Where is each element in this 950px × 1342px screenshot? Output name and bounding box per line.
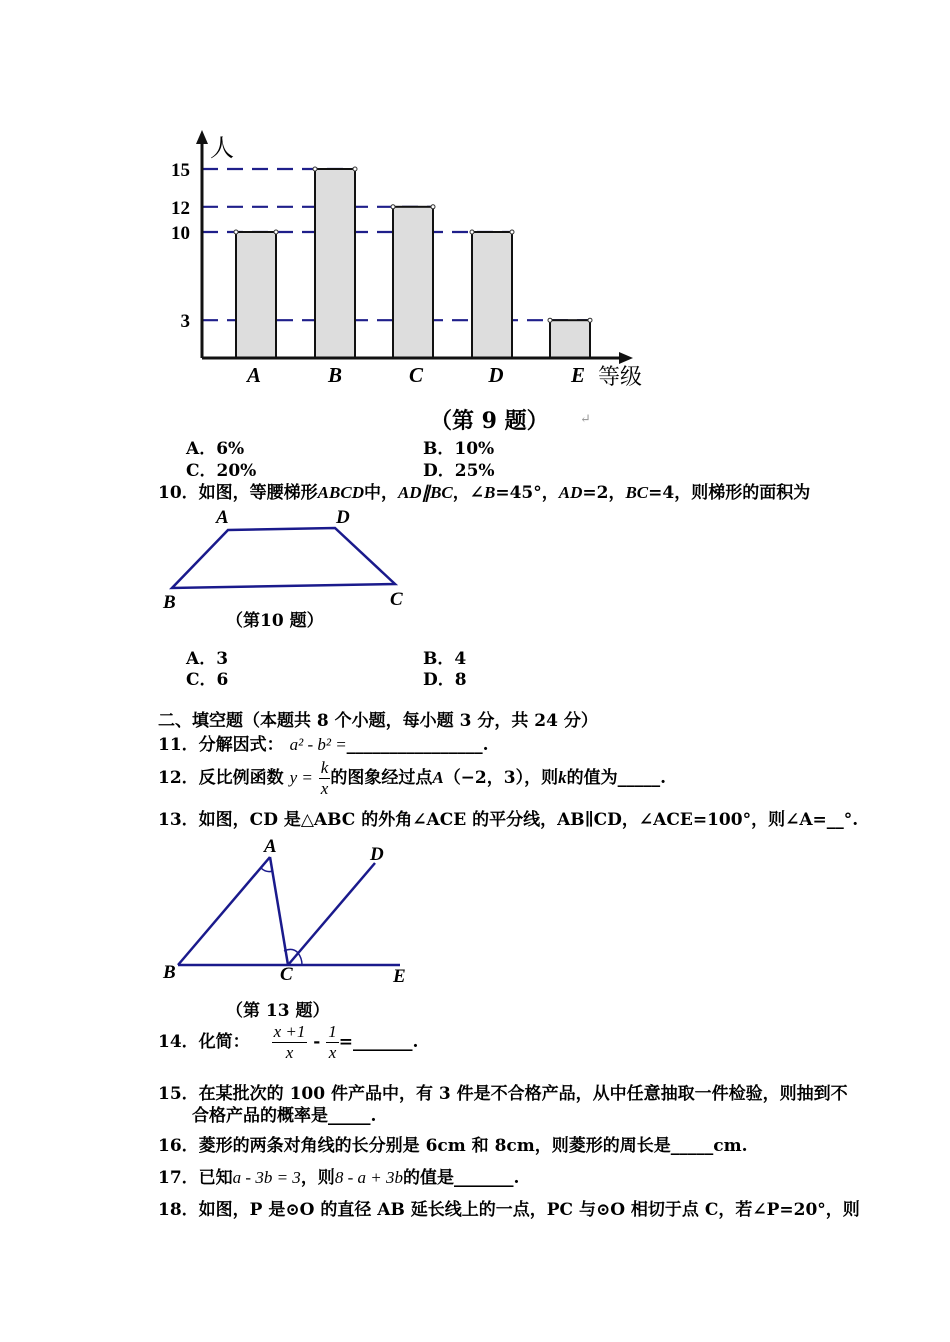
y-axis-title: 人	[210, 136, 234, 162]
bar-corner	[470, 230, 474, 234]
q13-label-c: C	[280, 964, 293, 985]
q9-option-a: A．6%	[186, 439, 245, 459]
q9-option-c: C．20%	[186, 461, 257, 481]
x-tick-label: E	[570, 363, 586, 387]
x-tick-label: D	[488, 363, 504, 387]
bar-corner	[431, 205, 435, 209]
bar-corner	[391, 205, 395, 209]
q10-label-b: B	[163, 592, 176, 613]
bar-corner	[234, 230, 238, 234]
chart-caption: （第 9 题）	[430, 408, 549, 434]
bar-E	[550, 320, 590, 358]
bar-corner	[353, 167, 357, 171]
q13-label-a: A	[264, 836, 277, 857]
trapezoid-figure	[150, 505, 430, 615]
q13-label-b: B	[163, 962, 176, 983]
bar-corner	[313, 167, 317, 171]
q10-label-d: D	[336, 507, 350, 528]
x-tick-label: B	[327, 363, 343, 387]
bar-corner	[548, 318, 552, 322]
q10-option-b: B．4	[423, 649, 467, 669]
q13-label-d: D	[370, 844, 384, 865]
bar-D	[472, 232, 512, 358]
q10-option-d: D．8	[423, 670, 467, 690]
q14: 14．化简： $\frac{x +1}{x}$ - $\frac{1}{x}$ =_______.	[158, 1022, 419, 1062]
bar-A	[236, 232, 276, 358]
y-tick-label: 10	[171, 223, 190, 244]
bar-B	[315, 169, 355, 358]
y-tick-label: 12	[171, 197, 190, 219]
section-title: 二、填空题（本题共 8 个小题，每小题 3 分，共 24 分）	[158, 711, 598, 731]
y-axis-arrow	[196, 130, 208, 144]
q12: 12．反比例函数 y = $\frac{k}{x}$ 的图象经过点A（−2，3），则k的值为_____.	[158, 758, 667, 798]
q18: 18．如图，P 是⊙O 的直径 AB 延长线上的一点，PC 与⊙O 相切于点 C，若∠P=20°，则	[158, 1200, 860, 1220]
q10-caption: （第10 题）	[226, 611, 324, 631]
q13: 13．如图，CD 是△ABC 的外角∠ACE 的平分线，AB∥CD，∠ACE=100°，则∠A=__°.	[158, 810, 859, 830]
q10-option-a: A．3	[186, 649, 229, 669]
q15-line1: 15．在某批次的 100 件产品中，有 3 件是不合格产品，从中任意抽取一件检验，则抽到不	[158, 1084, 848, 1104]
q17: 17．已知a - 3b = 3，则8 - a + 3b的值是_______.	[158, 1168, 520, 1188]
q16: 16．菱形的两条对角线的长分别是 6cm 和 8cm，则菱形的周长是_____cm.	[158, 1136, 748, 1156]
q10-label-c: C	[390, 589, 403, 610]
bar-chart	[0, 0, 950, 440]
q10-label-a: A	[216, 507, 229, 528]
q9-option-b: B．10%	[423, 439, 495, 459]
bar-corner	[510, 230, 514, 234]
q10-question: 10．如图，等腰梯形ABCD中，AD∥BC，∠B=45°，AD=2，BC=4，则梯形的面积为	[158, 483, 811, 503]
return-mark: ↵	[580, 412, 591, 427]
q15-line2: 合格产品的概率是_____.	[192, 1106, 377, 1126]
x-tick-label: A	[246, 363, 262, 387]
bar-C	[393, 207, 433, 358]
q13-caption: （第 13 题）	[226, 1001, 330, 1021]
y-tick-label: 3	[180, 311, 190, 333]
bar-corner	[274, 230, 278, 234]
x-axis-title: 等级	[598, 364, 643, 389]
q11: 11．分解因式： a² - b² =________________.	[158, 735, 489, 755]
trapezoid-shape	[172, 528, 395, 588]
x-axis-arrow	[619, 352, 633, 364]
x-tick-label: C	[408, 363, 424, 387]
q10-option-c: C．6	[186, 670, 229, 690]
bar-corner	[588, 318, 592, 322]
y-tick-label: 15	[171, 160, 190, 181]
q9-option-d: D．25%	[423, 461, 495, 481]
q13-label-e: E	[393, 966, 406, 987]
